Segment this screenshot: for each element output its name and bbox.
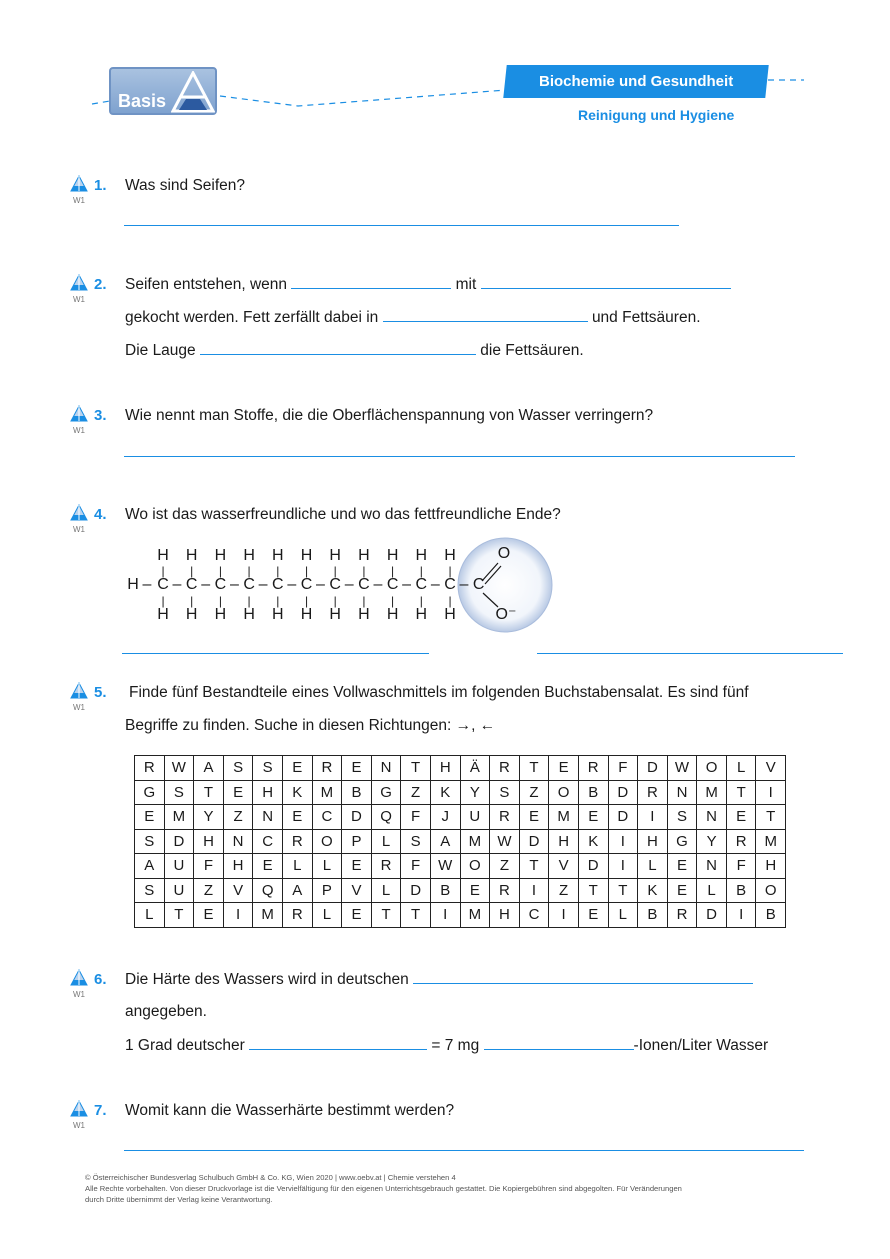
task-number: 7. (94, 1102, 107, 1119)
grid-cell[interactable]: U (460, 805, 490, 830)
basis-logo-label: Basis (118, 91, 167, 111)
carbon-atom: C (214, 576, 227, 593)
grid-cell[interactable]: S (135, 829, 165, 854)
grid-row (135, 903, 786, 928)
hydrogen-atom: H (358, 606, 370, 623)
grid-cell[interactable]: T (756, 805, 786, 830)
grid-cell[interactable]: T (164, 903, 194, 928)
hydrogen-atom: H (214, 606, 227, 623)
task-text: angegeben. (125, 1003, 207, 1020)
grid-cell[interactable]: A (430, 829, 460, 854)
task-line (125, 340, 584, 361)
task-line (125, 1035, 768, 1056)
grid-cell[interactable]: O (697, 756, 727, 781)
task-number: 6. (94, 971, 107, 988)
bond: | (161, 564, 165, 578)
task-number: 1. (94, 177, 107, 194)
grid-cell[interactable]: Z (490, 854, 520, 879)
grid-cell[interactable]: K (430, 780, 460, 805)
answer-blank[interactable] (249, 1035, 427, 1050)
bond: | (391, 564, 395, 578)
difficulty-icon (70, 504, 92, 522)
bond: | (448, 594, 452, 608)
grid-cell[interactable]: A (194, 756, 224, 781)
grid-cell[interactable]: H (638, 829, 668, 854)
hydrogen-atom: H (185, 547, 198, 564)
grid-cell[interactable]: Z (549, 878, 579, 903)
grid-cell[interactable]: C (519, 903, 549, 928)
task-line (125, 274, 731, 295)
footer-line: durch Dritte übernimmt der Verlag keine Verantwortung. (85, 1195, 273, 1204)
grid-cell[interactable]: Y (697, 829, 727, 854)
task-level: W1 (73, 295, 85, 304)
answer-blank[interactable] (481, 274, 731, 289)
grid-cell[interactable]: M (460, 903, 490, 928)
grid-cell[interactable]: E (282, 805, 312, 830)
grid-cell[interactable]: R (726, 829, 756, 854)
grid-cell[interactable]: L (312, 903, 342, 928)
grid-cell[interactable]: D (342, 805, 372, 830)
grid-cell[interactable]: M (312, 780, 342, 805)
grid-cell[interactable]: H (549, 829, 579, 854)
task-question: Womit kann die Wasserhärte bestimmt werden? (125, 1102, 455, 1119)
grid-cell[interactable]: L (312, 854, 342, 879)
carbon-atom: C (157, 576, 169, 593)
hydrogen-atom: H (415, 547, 428, 564)
hydrogen-atom: H (127, 576, 139, 593)
hydrogen-atom: H (444, 606, 456, 623)
hydrogen-atom: H (358, 547, 370, 564)
grid-cell[interactable]: E (667, 854, 697, 879)
bond: – (373, 576, 383, 593)
task-number: 4. (94, 506, 107, 523)
carbon-atom: C (243, 576, 255, 593)
grid-cell[interactable]: I (726, 903, 756, 928)
bond: – (142, 576, 152, 593)
grid-cell[interactable]: I (223, 903, 253, 928)
bond: | (304, 564, 309, 578)
grid-cell[interactable]: B (638, 903, 668, 928)
grid-cell[interactable]: E (342, 903, 372, 928)
grid-cell[interactable]: L (135, 903, 165, 928)
carbon-atom: C (300, 576, 313, 593)
task-text: = 7 mg (431, 1037, 480, 1054)
task-question: Wie nennt man Stoffe, die die Oberflächenspannung von Wasser verringern? (125, 407, 654, 424)
grid-cell[interactable]: D (164, 829, 194, 854)
grid-cell[interactable]: G (667, 829, 697, 854)
grid-cell[interactable]: E (549, 756, 579, 781)
subtopic-title: Reinigung und Hygiene (578, 107, 735, 123)
hydrogen-atom: H (272, 606, 284, 623)
grid-cell[interactable]: Ä (460, 756, 490, 781)
hydrogen-atom: H (415, 606, 428, 623)
grid-cell[interactable]: L (638, 854, 668, 879)
task-level: W1 (73, 196, 85, 205)
bond: | (218, 594, 222, 608)
task-level: W1 (73, 525, 85, 534)
grid-cell[interactable]: W (490, 829, 520, 854)
bond: – (430, 576, 440, 593)
grid-cell[interactable]: D (638, 756, 668, 781)
answer-line[interactable] (537, 653, 843, 654)
topic-banner (503, 65, 768, 98)
grid-cell[interactable]: L (697, 878, 727, 903)
grid-cell[interactable]: E (342, 854, 372, 879)
grid-cell[interactable]: R (282, 903, 312, 928)
hydrogen-atom: H (214, 547, 227, 564)
grid-cell[interactable]: L (282, 854, 312, 879)
grid-cell[interactable]: I (519, 878, 549, 903)
grid-cell[interactable]: I (608, 829, 638, 854)
bond: | (333, 594, 337, 608)
task-text: mit (455, 276, 477, 293)
grid-cell[interactable]: S (667, 805, 697, 830)
difficulty-icon (70, 969, 92, 987)
bond: – (316, 576, 325, 593)
grid-cell[interactable]: W (430, 854, 460, 879)
grid-cell[interactable]: P (312, 878, 342, 903)
answer-line[interactable] (124, 225, 679, 226)
grid-cell[interactable]: K (282, 780, 312, 805)
bond: | (276, 594, 280, 608)
grid-cell[interactable]: E (223, 780, 253, 805)
grid-cell[interactable]: I (608, 854, 638, 879)
hydrogen-atom: H (329, 547, 341, 564)
difficulty-icon (70, 682, 92, 700)
grid-cell[interactable]: I (638, 805, 668, 830)
grid-row (135, 780, 786, 805)
answer-blank[interactable] (291, 274, 451, 289)
grid-cell[interactable]: F (401, 805, 431, 830)
bond: | (362, 564, 366, 578)
carbon-atom: C (415, 576, 428, 593)
task-text: gekocht werden. Fett zerfällt dabei in (125, 309, 379, 326)
grid-cell[interactable]: T (578, 878, 608, 903)
grid-cell[interactable]: E (519, 805, 549, 830)
grid-row (135, 829, 786, 854)
grid-cell[interactable]: B (578, 780, 608, 805)
footer-line: © Österreichischer Bundesverlag Schulbuch GmbH & Co. KG, Wien 2020 | www.oebv.at | Chemie verstehen 4 (85, 1173, 456, 1182)
task-level: W1 (73, 990, 85, 999)
grid-cell[interactable]: I (430, 903, 460, 928)
grid-cell[interactable]: D (401, 878, 431, 903)
grid-cell[interactable]: S (401, 829, 431, 854)
grid-cell[interactable]: R (490, 878, 520, 903)
grid-cell[interactable]: O (460, 854, 490, 879)
hydrogen-atom: H (272, 547, 284, 564)
grid-cell[interactable]: L (726, 756, 756, 781)
bond: | (190, 564, 194, 578)
grid-cell[interactable]: L (371, 829, 401, 854)
grid-cell[interactable]: F (726, 854, 756, 879)
task-text: Seifen entstehen, wenn (125, 276, 288, 293)
grid-cell[interactable]: T (519, 756, 549, 781)
grid-cell[interactable]: G (135, 780, 165, 805)
grid-cell[interactable]: Z (401, 780, 431, 805)
answer-blank[interactable] (484, 1035, 634, 1050)
grid-cell[interactable]: S (135, 878, 165, 903)
grid-cell[interactable]: N (697, 805, 727, 830)
grid-cell[interactable]: S (253, 756, 283, 781)
task-number: 3. (94, 407, 107, 424)
task-number: 5. (94, 684, 107, 701)
grid-cell[interactable]: V (549, 854, 579, 879)
grid-cell[interactable]: D (578, 854, 608, 879)
grid-cell[interactable]: R (578, 756, 608, 781)
grid-cell[interactable]: H (490, 903, 520, 928)
grid-cell[interactable]: A (135, 854, 165, 879)
answer-line[interactable] (124, 1150, 804, 1151)
grid-cell[interactable]: H (223, 854, 253, 879)
difficulty-icon (70, 1100, 92, 1118)
grid-cell[interactable]: E (667, 878, 697, 903)
hydrogen-atom: H (444, 547, 456, 564)
carbon-atom: C (329, 576, 341, 593)
grid-cell[interactable]: B (430, 878, 460, 903)
bond: – (229, 576, 239, 593)
grid-cell[interactable]: H (194, 829, 224, 854)
grid-row (135, 878, 786, 903)
hydrogen-atom: H (300, 547, 313, 564)
hydrogen-atom: H (157, 606, 169, 623)
oxygen-atom: O (497, 545, 511, 562)
grid-cell[interactable]: U (164, 854, 194, 879)
bond: | (161, 594, 165, 608)
grid-cell[interactable]: P (342, 829, 372, 854)
carbon-atom: C (472, 576, 485, 593)
task-text: die Fettsäuren. (480, 342, 584, 359)
task-text: Finde fünf Bestandteile eines Vollwaschmittels im folgenden Buchstabensalat. Es sind fünf (129, 684, 749, 701)
bond: | (247, 564, 251, 578)
grid-cell[interactable]: N (223, 829, 253, 854)
hydrogen-atom: H (300, 606, 313, 623)
grid-cell[interactable]: M (697, 780, 727, 805)
hydrogen-atom: H (329, 606, 341, 623)
grid-cell[interactable]: E (135, 805, 165, 830)
bond: | (333, 564, 337, 578)
grid-cell[interactable]: N (697, 854, 727, 879)
bond: | (391, 594, 395, 608)
grid-cell[interactable]: N (667, 780, 697, 805)
bond: | (190, 594, 194, 608)
bond: | (419, 564, 423, 578)
grid-cell[interactable]: F (194, 854, 224, 879)
grid-cell[interactable]: R (312, 756, 342, 781)
carbon-atom: C (386, 576, 399, 593)
answer-line[interactable] (122, 653, 429, 654)
difficulty-icon (70, 405, 92, 423)
grid-cell[interactable]: D (608, 780, 638, 805)
grid-row (135, 805, 786, 830)
grid-cell[interactable]: W (667, 756, 697, 781)
grid-cell[interactable]: T (401, 903, 431, 928)
grid-cell[interactable]: N (253, 805, 283, 830)
grid-cell[interactable]: T (401, 756, 431, 781)
grid-cell[interactable]: C (253, 829, 283, 854)
grid-cell[interactable]: G (371, 780, 401, 805)
grid-cell[interactable]: S (223, 756, 253, 781)
grid-cell[interactable]: V (342, 878, 372, 903)
grid-cell[interactable]: Z (519, 780, 549, 805)
grid-cell[interactable]: F (608, 756, 638, 781)
bond: | (218, 564, 222, 578)
grid-cell[interactable]: O (312, 829, 342, 854)
answer-blank[interactable] (413, 969, 753, 984)
bond: – (344, 576, 354, 593)
carbon-atom: C (358, 576, 370, 593)
task-number: 2. (94, 276, 107, 293)
hydrogen-atom: H (386, 547, 399, 564)
grid-cell[interactable]: Q (253, 878, 283, 903)
grid-cell[interactable]: M (164, 805, 194, 830)
grid-cell[interactable]: T (519, 854, 549, 879)
task-level: W1 (73, 1121, 85, 1130)
grid-cell[interactable]: E (194, 903, 224, 928)
grid-cell[interactable]: T (371, 903, 401, 928)
task-level: W1 (73, 703, 85, 712)
soap-molecule-diagram (120, 533, 560, 633)
grid-cell[interactable]: D (519, 829, 549, 854)
task-text: Die Lauge (125, 342, 196, 359)
grid-cell[interactable]: R (135, 756, 165, 781)
topic-title: Biochemie und Gesundheit (538, 73, 734, 90)
grid-cell[interactable]: D (697, 903, 727, 928)
task-text: und Fettsäuren. (591, 309, 701, 326)
grid-row (135, 854, 786, 879)
grid-cell[interactable]: O (549, 780, 579, 805)
grid-cell[interactable]: K (638, 878, 668, 903)
grid-cell[interactable]: U (164, 878, 194, 903)
grid-cell[interactable]: S (164, 780, 194, 805)
grid-cell[interactable]: R (282, 829, 312, 854)
grid-cell[interactable]: J (430, 805, 460, 830)
grid-cell[interactable]: M (253, 903, 283, 928)
task-text: Die Härte des Wassers wird in deutschen (125, 971, 409, 988)
grid-cell[interactable]: M (756, 829, 786, 854)
grid-cell[interactable]: H (253, 780, 283, 805)
grid-cell[interactable]: B (756, 903, 786, 928)
grid-cell[interactable]: R (490, 756, 520, 781)
bond: – (172, 576, 182, 593)
copyright-footer (85, 1172, 805, 1205)
bond: – (287, 576, 297, 593)
bond: | (247, 594, 251, 608)
grid-cell[interactable]: Z (223, 805, 253, 830)
grid-cell[interactable]: E (460, 878, 490, 903)
grid-cell[interactable]: Y (194, 805, 224, 830)
grid-cell[interactable]: E (342, 756, 372, 781)
carbon-atom: C (185, 576, 198, 593)
grid-cell[interactable]: D (608, 805, 638, 830)
grid-cell[interactable]: H (756, 854, 786, 879)
grid-cell[interactable]: E (282, 756, 312, 781)
grid-cell[interactable]: L (371, 878, 401, 903)
hydrogen-atom: H (386, 606, 399, 623)
grid-cell[interactable]: E (578, 903, 608, 928)
grid-cell[interactable]: M (549, 805, 579, 830)
bond: | (419, 594, 423, 608)
grid-cell[interactable]: B (726, 878, 756, 903)
grid-cell[interactable]: Z (194, 878, 224, 903)
grid-cell[interactable]: B (342, 780, 372, 805)
bond: – (201, 576, 211, 593)
grid-cell[interactable]: E (253, 854, 283, 879)
bond: | (276, 564, 280, 578)
bond: – (258, 576, 268, 593)
grid-cell[interactable]: A (282, 878, 312, 903)
grid-cell[interactable]: K (578, 829, 608, 854)
grid-cell[interactable]: N (371, 756, 401, 781)
grid-cell[interactable]: I (756, 780, 786, 805)
difficulty-icon (70, 175, 92, 193)
task-question: Wo ist das wasserfreundliche und wo das fettfreundliche Ende? (125, 506, 561, 523)
grid-cell[interactable]: R (667, 903, 697, 928)
difficulty-icon (70, 274, 92, 292)
grid-cell[interactable]: Y (460, 780, 490, 805)
answer-blank[interactable] (200, 340, 476, 355)
task-line (125, 307, 701, 328)
bond: – (402, 576, 412, 593)
hydrogen-atom: H (243, 606, 255, 623)
grid-cell[interactable]: V (223, 878, 253, 903)
hydrogen-atom: H (185, 606, 198, 623)
task-level: W1 (73, 426, 85, 435)
grid-cell[interactable]: R (371, 854, 401, 879)
grid-cell[interactable]: R (490, 805, 520, 830)
grid-cell[interactable]: I (549, 903, 579, 928)
basis-logo (109, 67, 217, 115)
grid-cell[interactable]: Q (371, 805, 401, 830)
grid-cell[interactable]: L (608, 903, 638, 928)
grid-cell[interactable]: F (401, 854, 431, 879)
answer-line[interactable] (124, 456, 795, 457)
grid-cell[interactable]: V (756, 756, 786, 781)
task-text: 1 Grad deutscher (125, 1037, 245, 1054)
grid-cell[interactable]: W (164, 756, 194, 781)
grid-cell[interactable]: O (756, 878, 786, 903)
bond: – (459, 576, 469, 593)
carbon-atom: C (272, 576, 284, 593)
hydrogen-atom: H (157, 547, 169, 564)
grid-cell[interactable]: T (194, 780, 224, 805)
grid-cell[interactable]: E (578, 805, 608, 830)
bond: | (304, 594, 309, 608)
task-text: Begriffe zu finden. Suche in diesen Richtungen: →, ← (125, 717, 496, 734)
hydrogen-atom: H (243, 547, 255, 564)
grid-cell[interactable]: M (460, 829, 490, 854)
grid-cell[interactable]: R (638, 780, 668, 805)
task-line (125, 969, 753, 990)
grid-cell[interactable]: E (726, 805, 756, 830)
footer-line: Alle Rechte vorbehalten. Von dieser Druckvorlage ist die Vervielfältigung für den eigenen Unterrichtsgebrauch gestattet. Die Kopiergebühren sind abgegolten. Für Veränderungen (85, 1184, 682, 1193)
grid-cell[interactable]: S (490, 780, 520, 805)
task-question: Was sind Seifen? (125, 177, 246, 194)
word-search-grid (134, 755, 786, 928)
grid-cell[interactable]: T (726, 780, 756, 805)
task-text: -Ionen/Liter Wasser (633, 1037, 769, 1054)
answer-blank[interactable] (383, 307, 588, 322)
grid-cell[interactable]: T (608, 878, 638, 903)
carbon-atom: C (444, 576, 456, 593)
bond: | (362, 594, 366, 608)
grid-row (135, 756, 786, 781)
grid-cell[interactable]: C (312, 805, 342, 830)
bond: | (448, 564, 452, 578)
oxygen-ion: O⁻ (495, 606, 517, 623)
grid-cell[interactable]: H (430, 756, 460, 781)
pyramid-icon (171, 71, 215, 113)
